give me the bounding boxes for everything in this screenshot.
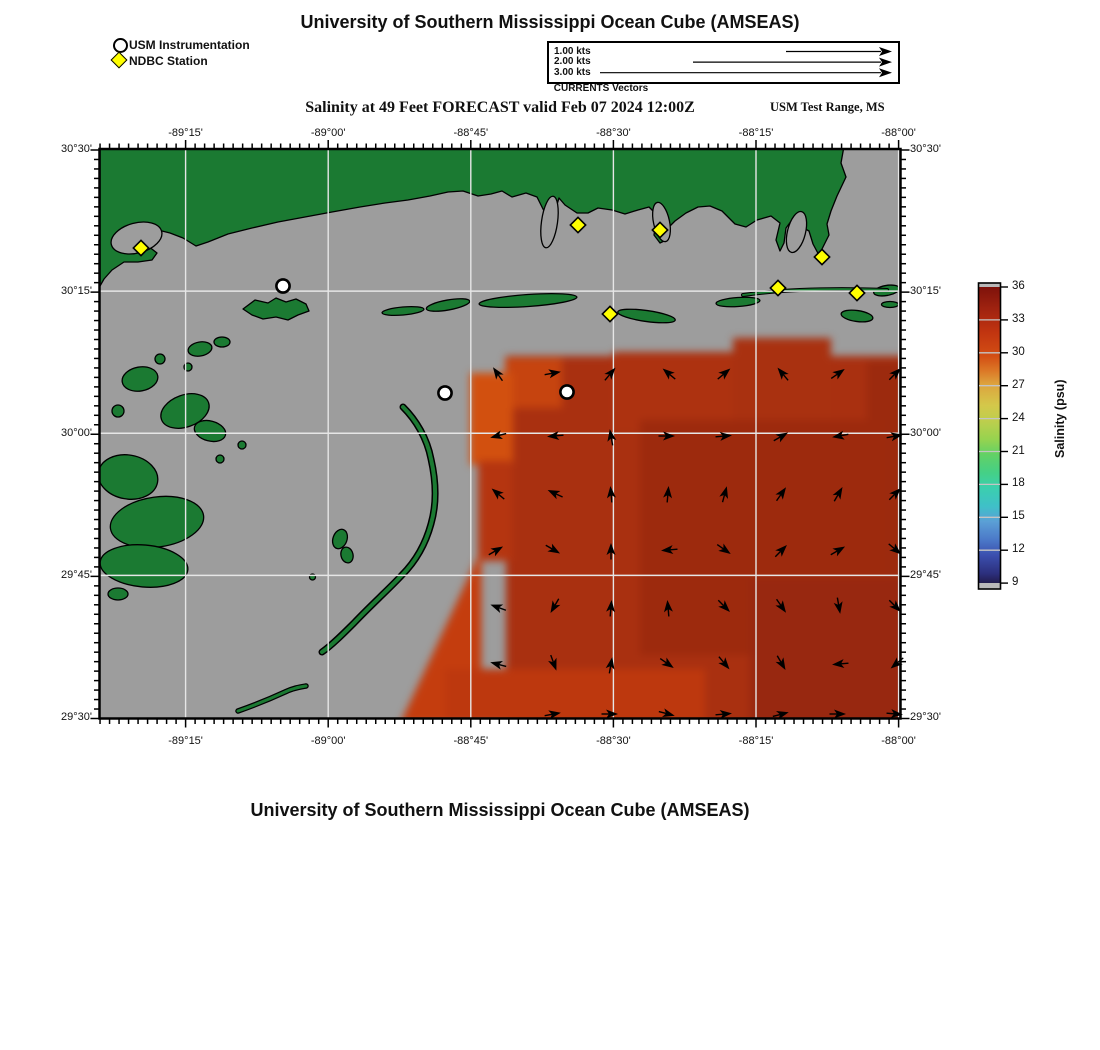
x-axis-label-bottom: -89°15': [168, 735, 203, 747]
region-label: USM Test Range, MS: [770, 100, 885, 114]
marsh-blob: [186, 340, 212, 358]
y-axis-label-left: 30°00': [61, 426, 92, 439]
legend-ndbc-label: NDBC Station: [129, 54, 208, 68]
x-axis-label-top: -88°00': [881, 127, 916, 139]
marsh-blob: [108, 588, 128, 600]
y-axis-label-right: 29°30': [910, 711, 941, 723]
currents-caption: CURRENTS Vectors: [553, 83, 649, 94]
horn-island: [478, 291, 577, 310]
currents-vector-scale-box: [547, 41, 900, 84]
y-axis-label-right: 30°30': [910, 142, 941, 155]
x-axis-label-top: -88°30': [596, 127, 631, 139]
currents-speed-label: 1.00 kts: [554, 45, 591, 57]
marsh-blob: [120, 364, 160, 394]
colorbar-tick-label: 9: [1012, 576, 1019, 589]
colorbar-tick-label: 15: [1012, 510, 1025, 523]
ndbc-diamond-icon: [111, 52, 128, 69]
land-coastline-layer: [100, 149, 901, 719]
islet: [881, 302, 898, 308]
island-sliver-2: [840, 308, 873, 323]
marsh-blob: [106, 491, 206, 554]
marsh-blob: [100, 541, 190, 591]
figure-title-top: University of Southern Mississippi Ocean Cube (AMSEAS): [300, 12, 800, 32]
currents-speed-label: 2.00 kts: [554, 56, 591, 68]
colorbar: [979, 283, 1000, 589]
x-axis-label-top: -89°00': [310, 127, 346, 139]
islet-dot: [309, 574, 315, 580]
legend-usm-label: USM Instrumentation: [129, 38, 250, 52]
usm-circle-icon: [113, 38, 128, 53]
y-axis-label-right: 30°00': [910, 426, 941, 439]
x-axis-label-bottom: -88°00': [881, 735, 916, 747]
marsh-dot: [112, 405, 124, 417]
figure-title-bottom: University of Southern Mississippi Ocean Cube (AMSEAS): [250, 800, 750, 820]
cat-island: [243, 298, 309, 320]
currents-speed-label: 3.00 kts: [554, 66, 591, 78]
y-axis-label-left: 30°15': [61, 284, 92, 297]
colorbar-tick-label: 33: [1012, 312, 1025, 325]
colorbar-tick-label: 27: [1012, 378, 1025, 391]
marsh-dot: [184, 363, 192, 371]
y-axis-label-right: 29°45': [910, 568, 941, 581]
x-axis-label-top: -88°45': [453, 127, 489, 139]
marsh-dot: [216, 455, 224, 463]
colorbar-tick-label: 12: [1012, 543, 1025, 556]
marsh-blob: [100, 450, 161, 504]
x-axis-label-top: -88°15': [738, 127, 774, 139]
colorbar-tick-label: 24: [1012, 411, 1025, 424]
mainland-coast: [100, 149, 846, 286]
colorbar-tick-label: 18: [1012, 477, 1025, 490]
ship-island-west: [381, 305, 424, 317]
forecast-subtitle: Salinity at 49 Feet FORECAST valid Feb 07 2024 12:00Z: [305, 99, 695, 116]
x-axis-label-bottom: -88°30': [596, 735, 631, 747]
marsh-blob: [214, 337, 230, 347]
petit-bois-island: [617, 307, 676, 326]
marsh-dot: [155, 354, 165, 364]
marsh-dot: [238, 441, 246, 449]
y-axis-label-left: 30°30': [61, 142, 92, 155]
colorbar-tick-label: 30: [1012, 345, 1025, 358]
ship-island-east: [425, 296, 470, 313]
map-area: [100, 149, 901, 719]
colorbar-tick-label: 36: [1012, 280, 1025, 292]
x-axis-label-bottom: -89°00': [310, 735, 346, 747]
x-axis-label-top: -89°15': [168, 127, 203, 139]
colorbar-axis-label: Salinity (psu): [1053, 379, 1067, 458]
x-axis-label-bottom: -88°45': [453, 735, 489, 747]
x-axis-label-bottom: -88°15': [738, 735, 774, 747]
y-axis-label-right: 30°15': [910, 284, 941, 297]
colorbar-tick-label: 21: [1012, 444, 1025, 457]
island-sliver: [715, 296, 760, 308]
y-axis-label-left: 29°45': [61, 568, 92, 581]
y-axis-label-left: 29°30': [61, 711, 92, 723]
